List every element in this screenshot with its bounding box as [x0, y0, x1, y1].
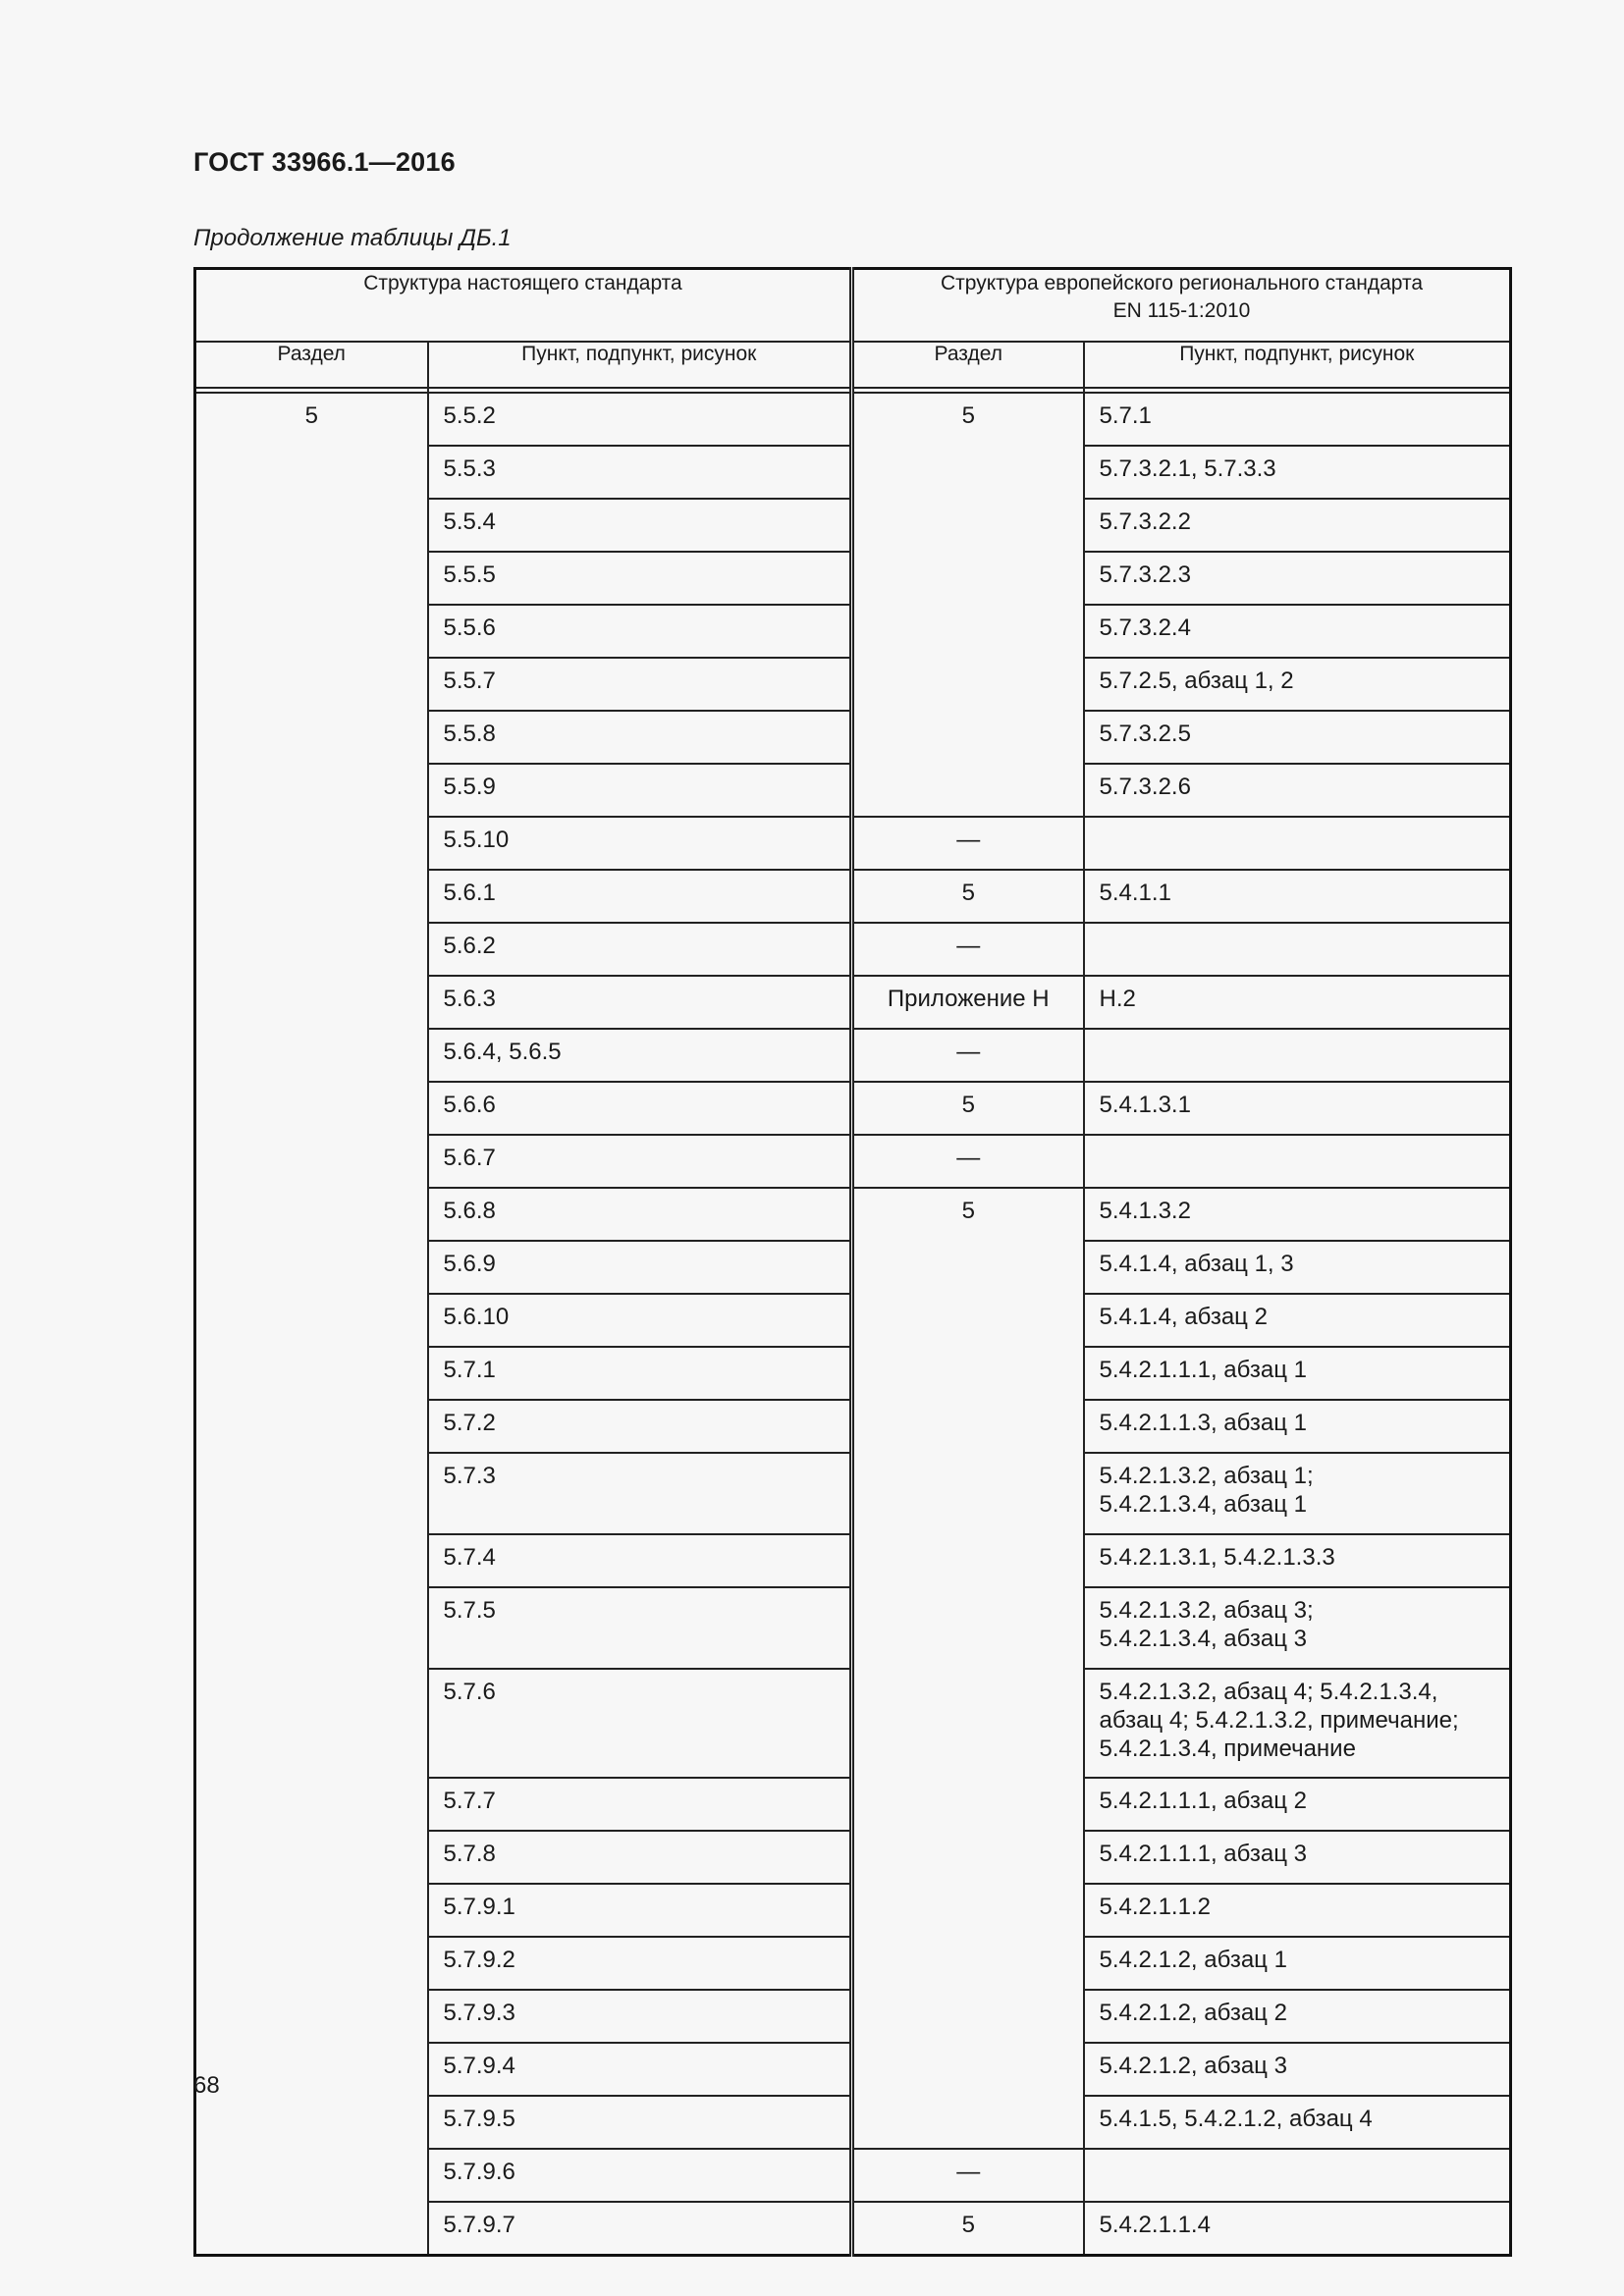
eu-clause-cell: 5.4.2.1.1.1, абзац 3: [1084, 1831, 1511, 1884]
page-number: 68: [193, 2072, 220, 2099]
eu-clause-cell: [1084, 817, 1511, 870]
eu-clause-cell: 5.7.1: [1084, 393, 1511, 446]
clause-cell: 5.6.2: [428, 923, 852, 976]
clause-cell: 5.5.4: [428, 499, 852, 552]
eu-clause-cell: 5.4.2.1.1.2: [1084, 1884, 1511, 1937]
clause-cell: 5.6.1: [428, 870, 852, 923]
clause-cell: 5.7.2: [428, 1400, 852, 1453]
clause-cell: 5.5.3: [428, 446, 852, 499]
eu-clause-cell: 5.7.3.2.6: [1084, 764, 1511, 817]
clause-cell: 5.5.7: [428, 658, 852, 711]
eu-section-cell: 5: [852, 2202, 1084, 2256]
eu-section-cell: 5: [852, 870, 1084, 923]
clause-cell: 5.6.4, 5.6.5: [428, 1029, 852, 1082]
eu-clause-cell: Н.2: [1084, 976, 1511, 1029]
eu-clause-cell: [1084, 1029, 1511, 1082]
eu-section-cell: 5: [852, 393, 1084, 817]
eu-clause-cell: 5.4.2.1.2, абзац 3: [1084, 2043, 1511, 2096]
column-header-clause: Пункт, подпункт, рисунок: [428, 342, 852, 388]
clause-cell: 5.7.9.5: [428, 2096, 852, 2149]
clause-cell: 5.6.8: [428, 1188, 852, 1241]
eu-clause-cell: [1084, 1587, 1511, 1669]
section-cell: 5: [195, 393, 428, 2256]
clause-cell: 5.7.3: [428, 1453, 852, 1534]
eu-section-cell: —: [852, 2149, 1084, 2202]
clause-cell: 5.7.4: [428, 1534, 852, 1587]
table-row: [195, 393, 1511, 446]
eu-clause-cell: 5.4.2.1.3.1, 5.4.2.1.3.3: [1084, 1534, 1511, 1587]
eu-clause-line: 5.4.2.1.3.2, абзац 1;: [1099, 1463, 1314, 1489]
eu-clause-cell: 5.7.3.2.5: [1084, 711, 1511, 764]
eu-clause-cell: 5.4.1.4, абзац 2: [1084, 1294, 1511, 1347]
group-header-european-line1: Структура европейского регионального стандарта: [941, 272, 1424, 294]
table-caption: Продолжение таблицы ДБ.1: [193, 225, 512, 251]
column-header-clause-eu: Пункт, подпункт, рисунок: [1084, 342, 1511, 388]
clause-cell: 5.6.6: [428, 1082, 852, 1135]
eu-clause-cell: 5.7.3.2.2: [1084, 499, 1511, 552]
clause-cell: 5.7.1: [428, 1347, 852, 1400]
eu-clause-cell: 5.7.3.2.3: [1084, 552, 1511, 605]
eu-clause-cell: 5.7.3.2.1, 5.7.3.3: [1084, 446, 1511, 499]
clause-cell: 5.5.9: [428, 764, 852, 817]
eu-clause-line: 5.4.2.1.3.2, абзац 4; 5.4.2.1.3.4,: [1099, 1679, 1438, 1705]
clause-cell: 5.7.5: [428, 1587, 852, 1669]
clause-cell: 5.7.8: [428, 1831, 852, 1884]
eu-clause-line: 5.4.2.1.3.4, абзац 3: [1099, 1626, 1307, 1652]
eu-clause-cell: 5.4.2.1.1.4: [1084, 2202, 1511, 2256]
eu-section-cell: —: [852, 1135, 1084, 1188]
clause-cell: 5.6.9: [428, 1241, 852, 1294]
clause-cell: 5.6.3: [428, 976, 852, 1029]
clause-cell: 5.6.7: [428, 1135, 852, 1188]
group-header-european-standard: [852, 269, 1511, 343]
eu-section-cell: Приложение Н: [852, 976, 1084, 1029]
eu-clause-line: 5.4.2.1.3.2, абзац 3;: [1099, 1597, 1314, 1624]
eu-clause-cell: [1084, 1453, 1511, 1534]
eu-section-cell: 5: [852, 1188, 1084, 2149]
eu-clause-cell: 5.4.2.1.2, абзац 1: [1084, 1937, 1511, 1990]
eu-clause-cell: [1084, 923, 1511, 976]
clause-cell: 5.6.10: [428, 1294, 852, 1347]
clause-cell: 5.7.9.2: [428, 1937, 852, 1990]
eu-clause-cell: 5.4.1.1: [1084, 870, 1511, 923]
eu-clause-cell: 5.4.2.1.1.3, абзац 1: [1084, 1400, 1511, 1453]
clause-cell: 5.7.7: [428, 1778, 852, 1831]
eu-clause-cell: 5.4.1.4, абзац 1, 3: [1084, 1241, 1511, 1294]
correspondence-table: [193, 267, 1512, 2257]
eu-clause-cell: 5.7.3.2.4: [1084, 605, 1511, 658]
clause-cell: 5.5.5: [428, 552, 852, 605]
eu-section-cell: —: [852, 1029, 1084, 1082]
eu-clause-line: 5.4.2.1.3.4, абзац 1: [1099, 1491, 1307, 1518]
clause-cell: 5.7.9.1: [428, 1884, 852, 1937]
document-id: ГОСТ 33966.1—2016: [193, 147, 456, 177]
eu-clause-cell: [1084, 1135, 1511, 1188]
eu-clause-cell: 5.4.1.3.2: [1084, 1188, 1511, 1241]
eu-clause-cell: 5.4.2.1.1.1, абзац 1: [1084, 1347, 1511, 1400]
eu-clause-line: 5.4.2.1.3.4, примечание: [1099, 1735, 1356, 1762]
eu-section-cell: —: [852, 817, 1084, 870]
eu-clause-cell: 5.4.2.1.2, абзац 2: [1084, 1990, 1511, 2043]
column-header-section-eu: Раздел: [852, 342, 1084, 388]
group-header-european-line2: EN 115-1:2010: [1112, 299, 1251, 322]
clause-cell: 5.7.9.7: [428, 2202, 852, 2256]
eu-clause-cell: [1084, 2149, 1511, 2202]
clause-cell: 5.5.6: [428, 605, 852, 658]
eu-clause-cell: 5.4.2.1.1.1, абзац 2: [1084, 1778, 1511, 1831]
column-header-section: Раздел: [195, 342, 428, 388]
clause-cell: 5.7.9.6: [428, 2149, 852, 2202]
eu-section-cell: 5: [852, 1082, 1084, 1135]
clause-cell: 5.5.10: [428, 817, 852, 870]
clause-cell: 5.7.9.3: [428, 1990, 852, 2043]
clause-cell: 5.7.9.4: [428, 2043, 852, 2096]
eu-section-cell: —: [852, 923, 1084, 976]
eu-clause-cell: [1084, 1669, 1511, 1778]
group-header-this-standard: Структура настоящего стандарта: [195, 269, 852, 343]
eu-clause-cell: 5.4.1.5, 5.4.2.1.2, абзац 4: [1084, 2096, 1511, 2149]
eu-clause-cell: 5.4.1.3.1: [1084, 1082, 1511, 1135]
clause-cell: 5.5.8: [428, 711, 852, 764]
eu-clause-cell: 5.7.2.5, абзац 1, 2: [1084, 658, 1511, 711]
clause-cell: 5.5.2: [428, 393, 852, 446]
eu-clause-line: абзац 4; 5.4.2.1.3.2, примечание;: [1099, 1707, 1459, 1734]
clause-cell: 5.7.6: [428, 1669, 852, 1778]
